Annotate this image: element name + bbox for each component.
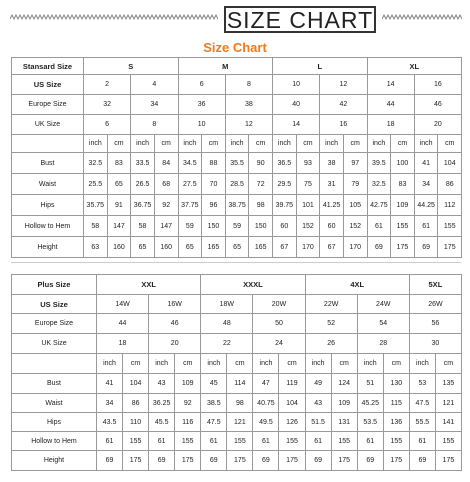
unit-cell: cm — [296, 135, 320, 153]
size-group-header: XL — [367, 58, 462, 75]
measure-cell: 135 — [435, 374, 461, 394]
measure-cell: 72 — [249, 174, 273, 195]
measure-cell: 47.5 — [201, 413, 227, 432]
size-cell: 16W — [149, 295, 201, 314]
unit-cell: inch — [357, 354, 383, 374]
unit-cell: cm — [331, 354, 357, 374]
measure-cell: 38 — [320, 153, 344, 174]
measure-cell: 37.75 — [178, 195, 202, 216]
measure-cell: 69 — [409, 451, 435, 471]
unit-cell: inch — [367, 135, 391, 153]
unit-cell: cm — [438, 135, 462, 153]
size-cell: 20W — [253, 295, 305, 314]
table-row — [12, 432, 462, 451]
units-row-label — [12, 135, 84, 153]
row-label: UK Size — [12, 334, 97, 354]
measure-cell: 170 — [296, 237, 320, 258]
size-cell: 44 — [97, 314, 149, 334]
measure-cell: 28.5 — [225, 174, 249, 195]
size-cell: 30 — [409, 334, 461, 354]
measure-cell: 155 — [383, 432, 409, 451]
measure-cell: 35.5 — [225, 153, 249, 174]
measure-cell: 92 — [154, 195, 178, 216]
measure-label: Bust — [12, 374, 97, 394]
measure-cell: 40.75 — [253, 394, 279, 413]
unit-cell: cm — [435, 354, 461, 374]
table-header-row — [12, 275, 462, 295]
standard-size-table — [11, 57, 462, 258]
size-cell: 14 — [273, 115, 320, 135]
zigzag-divider-right — [382, 13, 462, 21]
measure-cell: 88 — [202, 153, 226, 174]
measure-cell: 93 — [296, 153, 320, 174]
measure-cell: 114 — [227, 374, 253, 394]
measure-cell: 36.25 — [149, 394, 175, 413]
measure-cell: 60 — [273, 216, 297, 237]
table-row — [12, 95, 462, 115]
measure-cell: 165 — [249, 237, 273, 258]
table-row — [12, 413, 462, 432]
measure-label: Height — [12, 237, 84, 258]
size-cell: 10 — [178, 115, 225, 135]
table-row — [12, 314, 462, 334]
measure-cell: 60 — [320, 216, 344, 237]
unit-cell: inch — [273, 135, 297, 153]
measure-cell: 45 — [201, 374, 227, 394]
size-cell: 50 — [253, 314, 305, 334]
size-group-header: XXL — [97, 275, 201, 295]
measure-cell: 155 — [435, 432, 461, 451]
measure-cell: 43.5 — [97, 413, 123, 432]
measure-cell: 44.25 — [414, 195, 438, 216]
size-cell: 20 — [149, 334, 201, 354]
units-row — [12, 354, 462, 374]
size-cell: 34 — [131, 95, 178, 115]
measure-cell: 69 — [201, 451, 227, 471]
measure-cell: 49.5 — [253, 413, 279, 432]
measure-cell: 31 — [320, 174, 344, 195]
unit-cell: inch — [305, 354, 331, 374]
measure-label: Hips — [12, 195, 84, 216]
unit-cell: inch — [414, 135, 438, 153]
size-cell: 46 — [149, 314, 201, 334]
measure-cell: 51.5 — [305, 413, 331, 432]
measure-cell: 61 — [305, 432, 331, 451]
size-cell: 36 — [178, 95, 225, 115]
measure-cell: 92 — [175, 394, 201, 413]
row-label: US Size — [12, 295, 97, 314]
size-type-label: Plus Size — [12, 275, 97, 295]
measure-cell: 47 — [253, 374, 279, 394]
size-cell: 26 — [305, 334, 357, 354]
table-row — [12, 374, 462, 394]
measure-cell: 61 — [367, 216, 391, 237]
table-row — [12, 216, 462, 237]
size-type-label: Stansard Size — [12, 58, 84, 75]
size-cell: 26W — [409, 295, 461, 314]
size-chart-subtitle: Size Chart — [203, 40, 267, 55]
measure-label: Hollow to Hem — [12, 216, 84, 237]
measure-label: Waist — [12, 394, 97, 413]
measure-cell: 68 — [154, 174, 178, 195]
table-row — [12, 153, 462, 174]
table-row — [12, 394, 462, 413]
measure-cell: 160 — [154, 237, 178, 258]
size-cell: 8 — [131, 115, 178, 135]
measure-cell: 136 — [383, 413, 409, 432]
measure-cell: 155 — [279, 432, 305, 451]
size-cell: 28 — [357, 334, 409, 354]
size-cell: 18 — [367, 115, 414, 135]
measure-cell: 42.75 — [367, 195, 391, 216]
size-cell: 12 — [225, 115, 272, 135]
size-cell: 6 — [178, 75, 225, 95]
measure-cell: 65 — [107, 174, 131, 195]
size-cell: 40 — [273, 95, 320, 115]
size-cell: 6 — [84, 115, 131, 135]
size-cell: 16 — [320, 115, 367, 135]
measure-cell: 79 — [343, 174, 367, 195]
size-cell: 18W — [201, 295, 253, 314]
size-cell: 10 — [273, 75, 320, 95]
measure-cell: 53.5 — [357, 413, 383, 432]
measure-cell: 90 — [249, 153, 273, 174]
unit-cell: inch — [201, 354, 227, 374]
measure-cell: 170 — [343, 237, 367, 258]
measure-label: Bust — [12, 153, 84, 174]
measure-cell: 69 — [149, 451, 175, 471]
units-row-label — [12, 354, 97, 374]
measure-cell: 155 — [331, 432, 357, 451]
measure-cell: 121 — [227, 413, 253, 432]
measure-cell: 124 — [331, 374, 357, 394]
measure-cell: 58 — [84, 216, 108, 237]
measure-cell: 41 — [97, 374, 123, 394]
measure-cell: 34 — [414, 174, 438, 195]
measure-cell: 150 — [202, 216, 226, 237]
measure-label: Hollow to Hem — [12, 432, 97, 451]
measure-cell: 155 — [227, 432, 253, 451]
measure-cell: 69 — [367, 237, 391, 258]
size-group-header: S — [84, 58, 179, 75]
measure-cell: 33.5 — [131, 153, 155, 174]
size-group-header: L — [273, 58, 368, 75]
measure-cell: 53 — [409, 374, 435, 394]
size-cell: 56 — [409, 314, 461, 334]
measure-cell: 47.5 — [409, 394, 435, 413]
unit-cell: inch — [84, 135, 108, 153]
measure-cell: 175 — [383, 451, 409, 471]
measure-cell: 175 — [435, 451, 461, 471]
measure-cell: 155 — [438, 216, 462, 237]
unit-cell: cm — [383, 354, 409, 374]
measure-cell: 59 — [178, 216, 202, 237]
unit-cell: inch — [409, 354, 435, 374]
table-row — [12, 295, 462, 314]
row-label: Europe Size — [12, 95, 84, 115]
measure-cell: 104 — [279, 394, 305, 413]
size-cell: 2 — [84, 75, 131, 95]
measure-cell: 69 — [414, 237, 438, 258]
measure-cell: 61 — [97, 432, 123, 451]
unit-cell: inch — [131, 135, 155, 153]
size-cell: 16 — [414, 75, 461, 95]
measure-cell: 67 — [320, 237, 344, 258]
measure-cell: 34.5 — [178, 153, 202, 174]
measure-cell: 45.5 — [149, 413, 175, 432]
measure-cell: 152 — [343, 216, 367, 237]
measure-label: Hips — [12, 413, 97, 432]
unit-cell: inch — [225, 135, 249, 153]
measure-cell: 69 — [305, 451, 331, 471]
measure-cell: 130 — [383, 374, 409, 394]
unit-cell: cm — [249, 135, 273, 153]
measure-cell: 69 — [97, 451, 123, 471]
measure-cell: 61 — [409, 432, 435, 451]
size-group-header: XXXL — [201, 275, 305, 295]
measure-cell: 175 — [331, 451, 357, 471]
measure-cell: 141 — [435, 413, 461, 432]
measure-cell: 41 — [414, 153, 438, 174]
measure-cell: 75 — [296, 174, 320, 195]
measure-cell: 65 — [178, 237, 202, 258]
size-cell: 14W — [97, 295, 149, 314]
measure-cell: 70 — [202, 174, 226, 195]
size-cell: 42 — [320, 95, 367, 115]
measure-cell: 39.75 — [273, 195, 297, 216]
measure-cell: 32.5 — [367, 174, 391, 195]
measure-cell: 155 — [123, 432, 149, 451]
unit-cell: cm — [227, 354, 253, 374]
unit-cell: cm — [279, 354, 305, 374]
measure-cell: 101 — [296, 195, 320, 216]
table-row — [12, 195, 462, 216]
size-group-header: 5XL — [409, 275, 461, 295]
table-row — [12, 75, 462, 95]
measure-cell: 175 — [123, 451, 149, 471]
measure-cell: 86 — [438, 174, 462, 195]
measure-cell: 65 — [131, 237, 155, 258]
measure-cell: 96 — [202, 195, 226, 216]
measure-cell: 36.5 — [273, 153, 297, 174]
measure-cell: 104 — [438, 153, 462, 174]
measure-cell: 61 — [414, 216, 438, 237]
row-label: UK Size — [12, 115, 84, 135]
table-row — [12, 174, 462, 195]
measure-cell: 67 — [273, 237, 297, 258]
measure-cell: 147 — [107, 216, 131, 237]
measure-cell: 38.5 — [201, 394, 227, 413]
measure-cell: 26.5 — [131, 174, 155, 195]
unit-cell: inch — [97, 354, 123, 374]
measure-cell: 98 — [227, 394, 253, 413]
measure-cell: 43 — [305, 394, 331, 413]
unit-cell: inch — [149, 354, 175, 374]
unit-cell: inch — [253, 354, 279, 374]
measure-cell: 98 — [249, 195, 273, 216]
measure-cell: 100 — [391, 153, 415, 174]
unit-cell: cm — [107, 135, 131, 153]
size-cell: 4 — [131, 75, 178, 95]
plus-size-table — [11, 274, 462, 471]
size-group-header: M — [178, 58, 273, 75]
size-cell: 14 — [367, 75, 414, 95]
measure-cell: 109 — [331, 394, 357, 413]
measure-cell: 45.25 — [357, 394, 383, 413]
measure-cell: 29.5 — [273, 174, 297, 195]
size-cell: 54 — [357, 314, 409, 334]
measure-cell: 150 — [249, 216, 273, 237]
banner — [0, 2, 470, 34]
measure-cell: 126 — [279, 413, 305, 432]
size-cell: 24 — [253, 334, 305, 354]
size-cell: 32 — [84, 95, 131, 115]
measure-cell: 51 — [357, 374, 383, 394]
measure-cell: 84 — [154, 153, 178, 174]
size-cell: 20 — [414, 115, 461, 135]
size-cell: 18 — [97, 334, 149, 354]
measure-cell: 152 — [296, 216, 320, 237]
measure-cell: 175 — [227, 451, 253, 471]
measure-cell: 160 — [107, 237, 131, 258]
measure-cell: 83 — [391, 174, 415, 195]
measure-cell: 25.5 — [84, 174, 108, 195]
unit-cell: cm — [343, 135, 367, 153]
size-cell: 8 — [225, 75, 272, 95]
measure-cell: 39.5 — [367, 153, 391, 174]
unit-cell: inch — [178, 135, 202, 153]
size-cell: 22W — [305, 295, 357, 314]
units-row — [12, 135, 462, 153]
measure-cell: 49 — [305, 374, 331, 394]
measure-cell: 175 — [175, 451, 201, 471]
measure-cell: 35.75 — [84, 195, 108, 216]
measure-cell: 36.75 — [131, 195, 155, 216]
measure-cell: 91 — [107, 195, 131, 216]
measure-cell: 131 — [331, 413, 357, 432]
measure-cell: 119 — [279, 374, 305, 394]
measure-cell: 116 — [175, 413, 201, 432]
measure-cell: 55.5 — [409, 413, 435, 432]
unit-cell: cm — [202, 135, 226, 153]
measure-cell: 105 — [343, 195, 367, 216]
measure-cell: 83 — [107, 153, 131, 174]
measure-cell: 41.25 — [320, 195, 344, 216]
zigzag-divider-left — [10, 13, 218, 21]
measure-cell: 175 — [438, 237, 462, 258]
unit-cell: cm — [391, 135, 415, 153]
measure-cell: 61 — [201, 432, 227, 451]
measure-cell: 109 — [175, 374, 201, 394]
measure-label: Height — [12, 451, 97, 471]
measure-cell: 155 — [175, 432, 201, 451]
measure-cell: 65 — [225, 237, 249, 258]
table-divider — [11, 262, 461, 263]
measure-cell: 147 — [154, 216, 178, 237]
measure-cell: 104 — [123, 374, 149, 394]
measure-cell: 43 — [149, 374, 175, 394]
size-cell: 44 — [367, 95, 414, 115]
measure-cell: 115 — [383, 394, 409, 413]
measure-cell: 175 — [279, 451, 305, 471]
measure-cell: 97 — [343, 153, 367, 174]
size-cell: 52 — [305, 314, 357, 334]
unit-cell: cm — [123, 354, 149, 374]
row-label: US Size — [12, 75, 84, 95]
measure-cell: 110 — [123, 413, 149, 432]
measure-cell: 155 — [391, 216, 415, 237]
table-row — [12, 115, 462, 135]
measure-cell: 86 — [123, 394, 149, 413]
measure-cell: 61 — [149, 432, 175, 451]
measure-cell: 38.75 — [225, 195, 249, 216]
page-title: SIZE CHART — [224, 6, 376, 33]
measure-cell: 121 — [435, 394, 461, 413]
size-cell: 38 — [225, 95, 272, 115]
unit-cell: cm — [154, 135, 178, 153]
row-label: Europe Size — [12, 314, 97, 334]
measure-cell: 165 — [202, 237, 226, 258]
measure-cell: 58 — [131, 216, 155, 237]
measure-cell: 69 — [253, 451, 279, 471]
table-header-row — [12, 58, 462, 75]
unit-cell: cm — [175, 354, 201, 374]
measure-cell: 32.5 — [84, 153, 108, 174]
measure-cell: 61 — [253, 432, 279, 451]
measure-cell: 27.5 — [178, 174, 202, 195]
size-cell: 46 — [414, 95, 461, 115]
size-cell: 48 — [201, 314, 253, 334]
table-row — [12, 237, 462, 258]
table-row — [12, 451, 462, 471]
size-group-header: 4XL — [305, 275, 409, 295]
measure-label: Waist — [12, 174, 84, 195]
size-cell: 24W — [357, 295, 409, 314]
measure-cell: 112 — [438, 195, 462, 216]
measure-cell: 34 — [97, 394, 123, 413]
size-cell: 12 — [320, 75, 367, 95]
measure-cell: 109 — [391, 195, 415, 216]
measure-cell: 61 — [357, 432, 383, 451]
measure-cell: 175 — [391, 237, 415, 258]
table-row — [12, 334, 462, 354]
size-cell: 22 — [201, 334, 253, 354]
measure-cell: 69 — [357, 451, 383, 471]
unit-cell: inch — [320, 135, 344, 153]
measure-cell: 63 — [84, 237, 108, 258]
measure-cell: 59 — [225, 216, 249, 237]
